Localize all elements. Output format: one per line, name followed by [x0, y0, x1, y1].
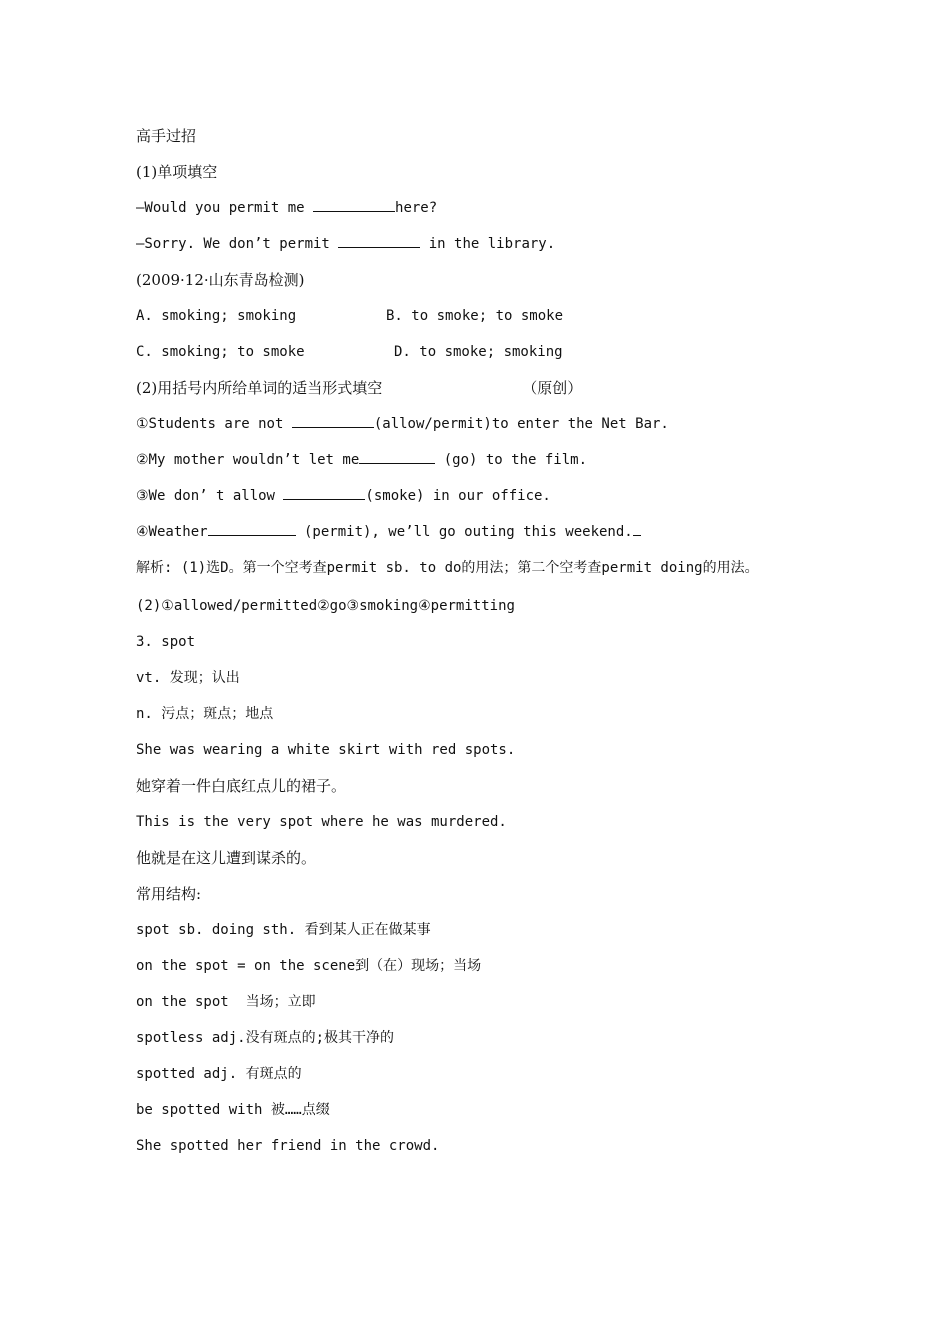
example-2-en: This is the very spot where he was murdered. — [136, 814, 507, 830]
item-text: ③We don’ t allow — [136, 488, 284, 504]
question-1-source: (2009·12·山东青岛检测) — [136, 271, 305, 289]
blank-field — [283, 485, 365, 500]
q1-line1-post: here? — [395, 200, 438, 216]
structure-item: spotted adj. 有斑点的 — [136, 1066, 302, 1082]
question-1-label: (1)单项填空 — [136, 163, 218, 181]
section-heading: 高手过招 — [136, 127, 197, 145]
blank-field — [313, 197, 395, 212]
blank-field — [359, 449, 435, 464]
document-page — [136, 118, 836, 1164]
example-1-zh: 她穿着一件白底红点儿的裙子。 — [136, 777, 347, 795]
item-text: ①Students are not — [136, 416, 292, 432]
structure-item: be spotted with 被……点缀 — [136, 1102, 330, 1118]
analysis-answer-2: (2)①allowed/permitted②go③smoking④permitting — [136, 598, 515, 614]
option-b: B. to smoke; to smoke — [386, 308, 564, 324]
example-1-en: She was wearing a white skirt with red spots. — [136, 742, 516, 758]
example-2-zh: 他就是在这儿遭到谋杀的。 — [136, 849, 317, 867]
analysis-text: 解析: (1)选D。第一个空考查permit sb. to do的用法；第二个空考查permit doing的用法。 — [136, 560, 759, 576]
structure-item: She spotted her friend in the crowd. — [136, 1138, 440, 1154]
question-2-item-1 — [136, 406, 836, 442]
option-d: D. to smoke; smoking — [394, 344, 563, 360]
question-1-line-1 — [136, 190, 836, 226]
structure-item: spotless adj.没有斑点的;极其干净的 — [136, 1030, 395, 1046]
question-2-label — [136, 370, 836, 406]
q1-line2-pre: —Sorry. We don’t permit — [136, 236, 339, 252]
question-2-item-2 — [136, 442, 836, 478]
structures-label: 常用结构: — [136, 885, 202, 903]
blank-field — [338, 233, 420, 248]
blank-field — [208, 521, 296, 536]
q2-tag: （原创） — [522, 379, 583, 397]
options-row-2 — [136, 334, 836, 370]
question-1-line-2 — [136, 226, 836, 262]
item-text: (allow/permit)to enter the Net Bar. — [373, 416, 669, 432]
vocab-title: 3. spot — [136, 634, 196, 650]
blank-field — [292, 413, 374, 428]
structure-item: on the spot 当场；立即 — [136, 994, 316, 1010]
vocab-vt-definition: vt. 发现；认出 — [136, 670, 240, 686]
structure-item: spot sb. doing sth. 看到某人正在做某事 — [136, 922, 431, 938]
item-text: (smoke) in our office. — [365, 488, 551, 504]
blank-field — [633, 521, 641, 536]
option-a: A. smoking; smoking — [136, 308, 297, 324]
question-2-item-4 — [136, 514, 836, 550]
structure-item: on the spot = on the scene到（在）现场；当场 — [136, 958, 482, 974]
item-text: ④Weather — [136, 524, 208, 540]
question-2-item-3 — [136, 478, 836, 514]
option-c: C. smoking; to smoke — [136, 344, 305, 360]
item-text: (go) to the film. — [435, 452, 587, 468]
options-row-1 — [136, 298, 836, 334]
q1-line1-pre: —Would you permit me — [136, 200, 314, 216]
q1-line2-post: in the library. — [420, 236, 556, 252]
item-text: ②My mother wouldn’t let me — [136, 452, 360, 468]
item-text: (permit), we’ll go outing this weekend. — [295, 524, 633, 540]
vocab-n-definition: n. 污点；斑点；地点 — [136, 706, 274, 722]
q2-label-text: (2)用括号内所给单词的适当形式填空 — [136, 379, 383, 397]
